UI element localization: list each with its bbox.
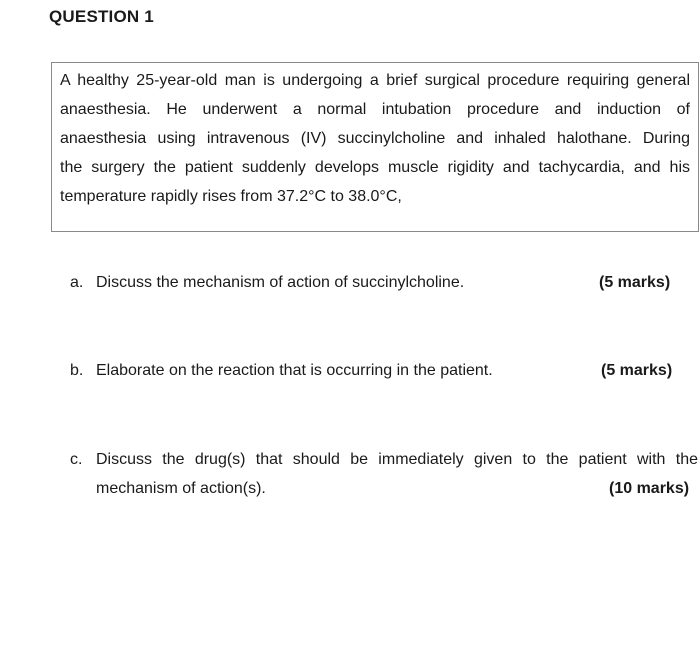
case-line-5: temperature rapidly rises from 37.2°C to 38.0°C, [60,188,402,205]
question-title: QUESTION 1 [49,7,154,26]
question-item-b [70,356,680,385]
case-line-2: anaesthesia. He underwent a normal intubation procedure and induction of [60,101,690,118]
item-text-line-1: Discuss the drug(s) that should be immediately given to the patient with the [96,451,698,468]
item-text-line-2: mechanism of action(s). [96,480,266,497]
case-line-3: anaesthesia using intravenous (IV) succinylcholine and inhaled halothane. During [60,130,690,147]
item-letter: b. [70,362,84,379]
item-marks: (5 marks) [601,362,673,379]
item-text: Elaborate on the reaction that is occurring in the patient. [96,362,493,379]
item-text: Discuss the mechanism of action of succinylcholine. [96,274,465,291]
case-line-1: A healthy 25-year-old man is undergoing a brief surgical procedure requiring general [60,72,690,89]
question-item-a [70,268,680,297]
question-item-c [70,445,698,505]
item-letter: a. [70,274,84,291]
case-line-4: the surgery the patient suddenly develops muscle rigidity and tachycardia, and his [60,159,690,176]
item-marks: (5 marks) [599,274,671,291]
item-letter: c. [70,451,83,468]
item-marks: (10 marks) [609,480,690,497]
case-description-box [51,62,699,232]
